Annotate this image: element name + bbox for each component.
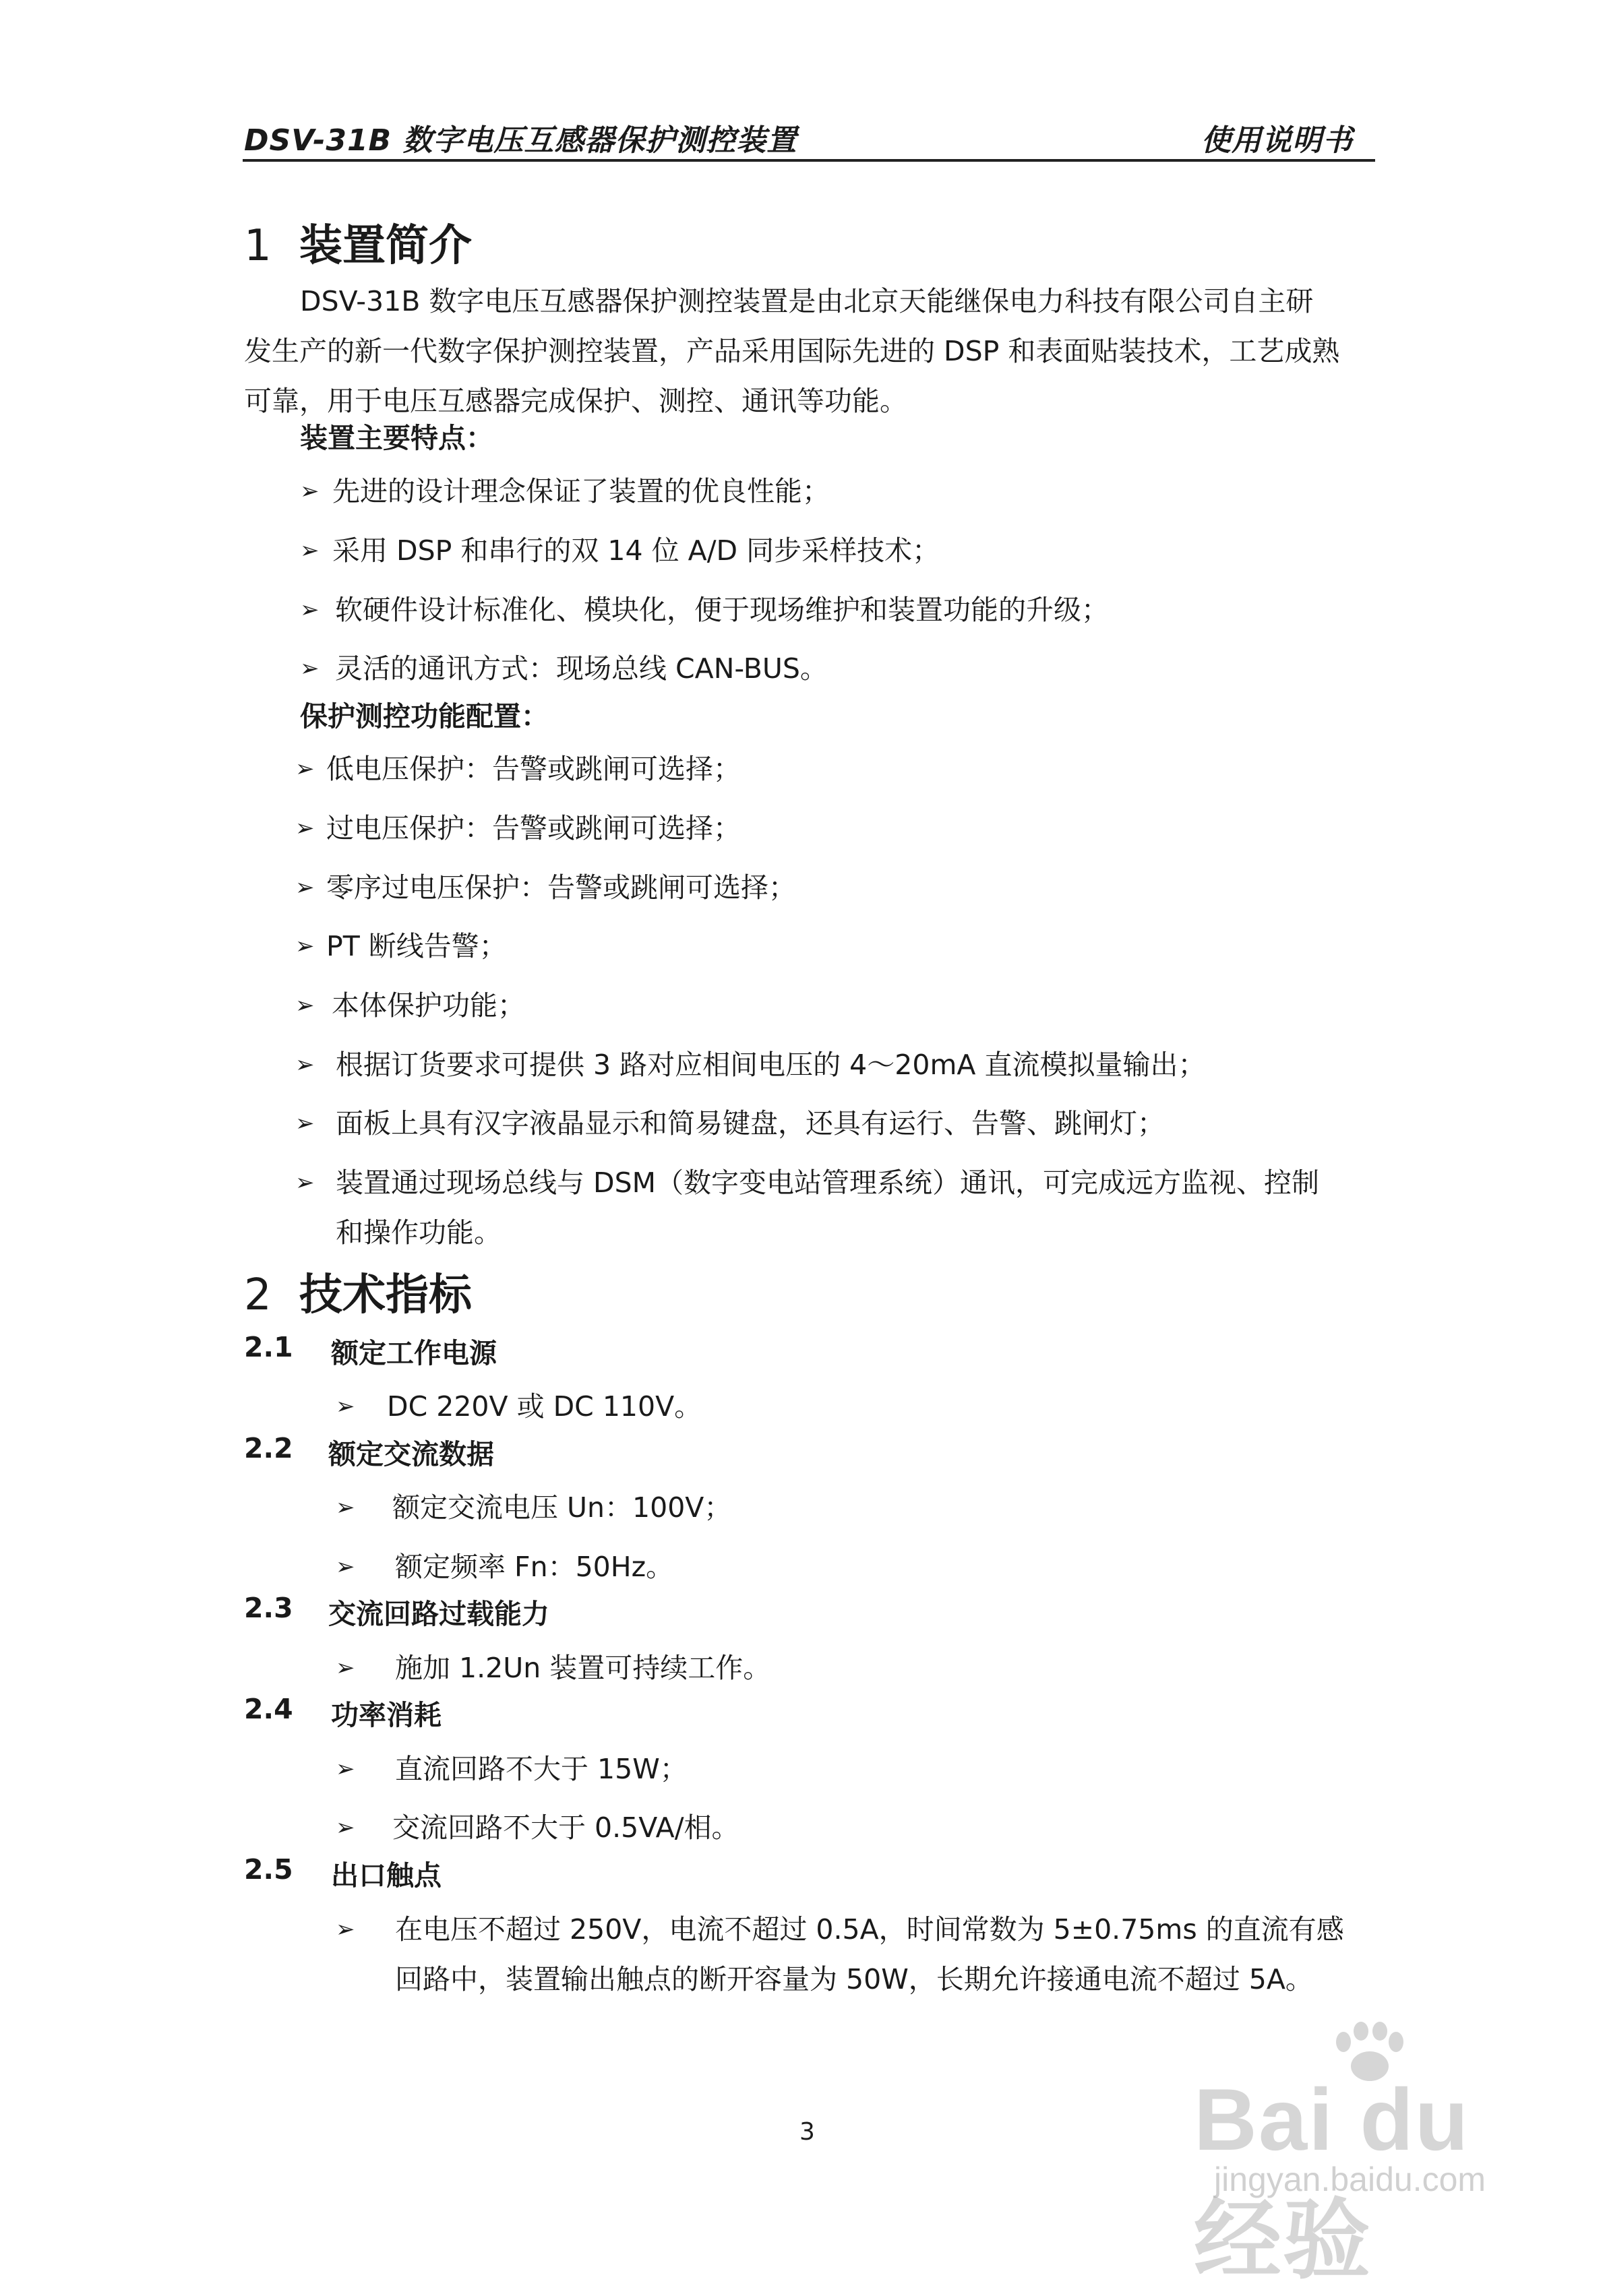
feature-text: 灵活的通讯方式：现场总线 CAN-BUS。 (335, 652, 828, 685)
bullet-arrow-icon: ➢ (336, 1916, 355, 1943)
function-text: PT 断线告警； (326, 930, 507, 962)
list-item (295, 1158, 1374, 1259)
bullet-arrow-icon: ➢ (300, 478, 320, 505)
feature-text: 先进的设计理念保证了装置的优良性能； (332, 475, 830, 507)
bullet-arrow-icon: ➢ (295, 1169, 315, 1196)
list-item (295, 744, 1374, 794)
subsection-number: 2.3 (244, 1592, 293, 1624)
spec-text: 额定交流电压 Un：100V； (392, 1491, 732, 1524)
section-2-title: 技术指标 (299, 1270, 472, 1320)
watermark-site: jingyan.baidu.com (1214, 2161, 1486, 2198)
feature-text: 采用 DSP 和串行的双 14 位 A/D 同步采样技术； (332, 534, 940, 567)
list-item (336, 1643, 1347, 1693)
list-item (295, 863, 1374, 912)
subsection-number: 2.1 (244, 1331, 293, 1363)
function-text: 面板上具有汉字液晶显示和简易键盘，还具有运行、告警、跳闸灯； (336, 1107, 1165, 1140)
function-text: 装置通过现场总线与 DSM（数字变电站管理系统）通讯，可完成远方监视、控制 (336, 1167, 1319, 1199)
header-rule (243, 159, 1375, 162)
section-1-title: 装置简介 (299, 221, 472, 271)
watermark (1194, 2022, 1517, 2289)
bullet-arrow-icon: ➢ (300, 537, 320, 564)
list-item (295, 981, 1374, 1030)
bullet-arrow-icon: ➢ (295, 755, 315, 782)
subsection-title: 出口触点 (331, 1859, 442, 1892)
spec-text-continued: 回路中，装置输出触点的断开容量为 50W，长期允许接通电流不超过 5A。 (395, 1963, 1313, 1995)
spec-text: 直流回路不大于 15W； (395, 1753, 688, 1785)
section-2-heading (244, 1260, 472, 1322)
bullet-arrow-icon: ➢ (336, 1814, 355, 1841)
spec-text: 额定频率 Fn：50Hz。 (395, 1551, 674, 1583)
subsection-title: 交流回路过载能力 (328, 1598, 549, 1630)
subsection-2-4-heading (244, 1693, 918, 1733)
section-2-number: 2 (244, 1270, 272, 1320)
bullet-arrow-icon: ➢ (336, 1393, 355, 1420)
list-item (295, 803, 1374, 853)
intro-line-2: 发生产的新一代数字保护测控装置，产品采用国际先进的 DSP 和表面贴装技术，工艺成熟 (244, 335, 1340, 367)
watermark-logo: Bai du 经验 (1194, 2070, 1470, 2289)
subsection-2-3-heading (244, 1592, 918, 1632)
bullet-arrow-icon: ➢ (300, 596, 320, 623)
list-item (336, 1803, 1347, 1853)
subsection-number: 2.4 (244, 1693, 293, 1725)
function-text: 低电压保护：告警或跳闸可选择； (326, 753, 741, 785)
features-title: 装置主要特点： (300, 422, 493, 454)
subsection-title: 额定交流数据 (328, 1438, 494, 1470)
bullet-arrow-icon: ➢ (295, 1051, 315, 1078)
bullet-arrow-icon: ➢ (336, 1756, 355, 1782)
bullet-arrow-icon: ➢ (295, 815, 315, 842)
function-text: 根据订货要求可提供 3 路对应相间电压的 4～20mA 直流模拟量输出； (336, 1049, 1206, 1081)
function-text: 本体保护功能； (332, 989, 525, 1022)
function-text: 零序过电压保护：告警或跳闸可选择； (326, 871, 796, 904)
header-right: 使用说明书 (1201, 123, 1353, 158)
subsection-title: 功率消耗 (331, 1699, 442, 1731)
feature-text: 软硬件设计标准化、模块化，便于现场维护和装置功能的升级； (335, 594, 1109, 626)
functions-title: 保护测控功能配置： (300, 700, 549, 733)
list-item (300, 466, 1379, 516)
list-item (300, 644, 1379, 693)
bullet-arrow-icon: ➢ (336, 1494, 355, 1521)
spec-text: DC 220V 或 DC 110V。 (387, 1390, 702, 1423)
subsection-2-2-heading (244, 1432, 918, 1472)
bullet-arrow-icon: ➢ (295, 933, 315, 960)
bullet-arrow-icon: ➢ (336, 1654, 355, 1681)
bullet-arrow-icon: ➢ (295, 992, 315, 1019)
section-1-heading (244, 211, 472, 273)
bullet-arrow-icon: ➢ (300, 655, 320, 682)
bullet-arrow-icon: ➢ (295, 1110, 315, 1137)
list-item (295, 921, 1374, 971)
function-text: 过电压保护：告警或跳闸可选择； (326, 812, 741, 844)
list-item (295, 1040, 1374, 1090)
page-number: 3 (799, 2118, 815, 2146)
section-1-number: 1 (244, 221, 272, 271)
list-item (295, 1098, 1374, 1148)
list-item (336, 1542, 1347, 1592)
subsection-2-5-heading (244, 1853, 918, 1894)
intro-line-3: 可靠，用于电压互感器完成保护、测控、通讯等功能。 (244, 385, 907, 417)
list-item (300, 585, 1379, 635)
header-title: DSV-31B 数字电压互感器保护测控装置 (244, 123, 797, 158)
subsection-2-1-heading (244, 1331, 918, 1371)
list-item (336, 1744, 1347, 1794)
spec-text: 交流回路不大于 0.5VA/相。 (392, 1811, 739, 1844)
subsection-number: 2.5 (244, 1853, 293, 1886)
list-item (336, 1483, 1347, 1532)
function-text-continued: 和操作功能。 (336, 1216, 502, 1249)
bullet-arrow-icon: ➢ (336, 1553, 355, 1580)
subsection-title: 额定工作电源 (331, 1337, 497, 1369)
spec-text: 在电压不超过 250V，电流不超过 0.5A，时间常数为 5±0.75ms 的直流有感 (395, 1913, 1344, 1946)
spec-text: 施加 1.2Un 装置可持续工作。 (395, 1652, 771, 1684)
list-item (336, 1382, 1347, 1431)
bullet-arrow-icon: ➢ (295, 874, 315, 901)
subsection-number: 2.2 (244, 1432, 293, 1464)
list-item (300, 526, 1379, 576)
list-item (336, 1904, 1374, 2006)
intro-line-1: DSV-31B 数字电压互感器保护测控装置是由北京天能继保电力科技有限公司自主研 (300, 285, 1314, 317)
